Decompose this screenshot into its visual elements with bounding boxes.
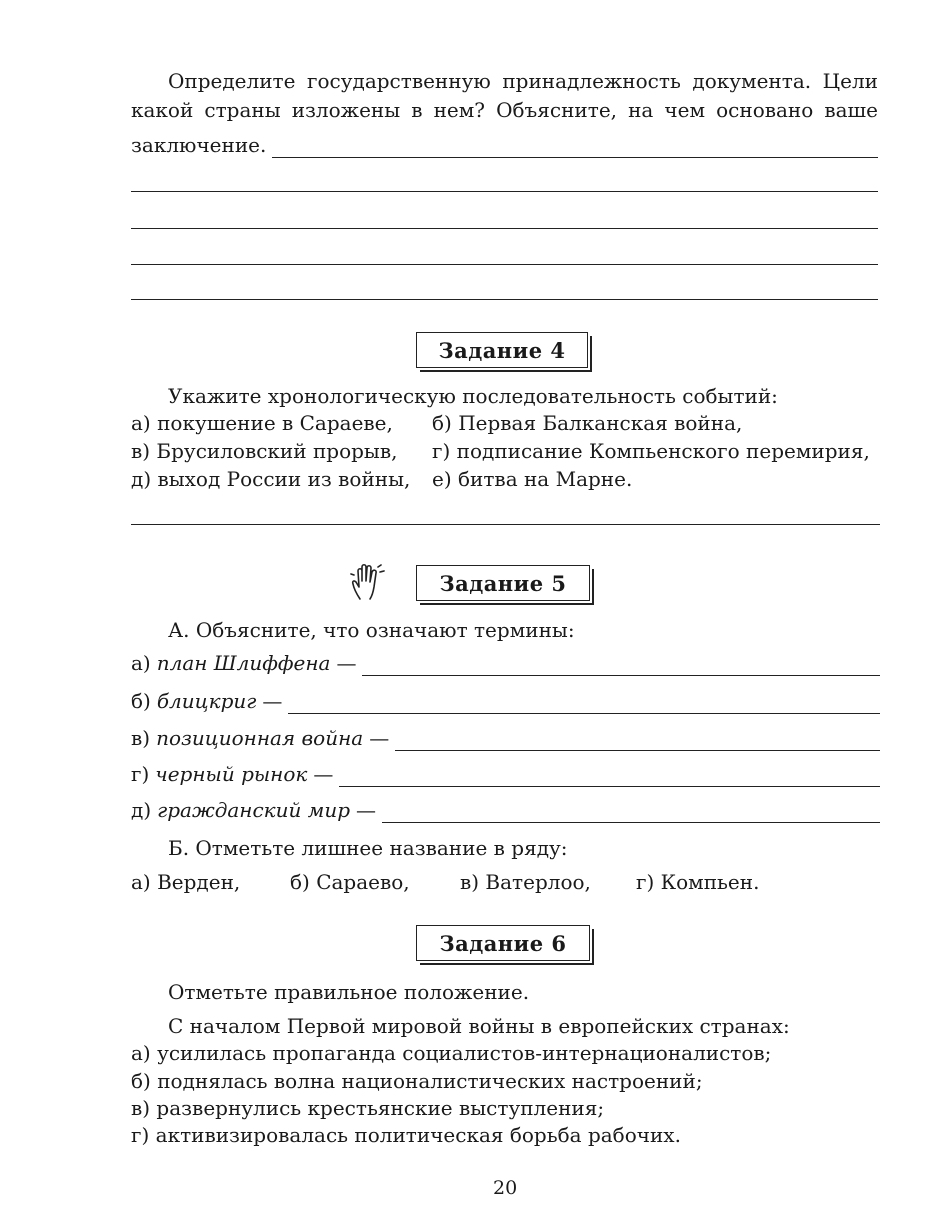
task-5-title: Задание 5 [439,570,567,596]
term-row [131,725,880,751]
raised-hand-icon [350,563,386,601]
task-4-prompt: Укажите хронологическую последовательность событий: [168,384,778,408]
task-5-part-b: Б. Отметьте лишнее название в ряду: [168,836,568,860]
term-prefix: в) [131,726,151,750]
term-row [131,797,880,823]
answer-line[interactable] [395,732,880,751]
option-b[interactable]: б) Сараево, [290,870,410,894]
term-prefix: д) [131,798,152,822]
task-4-title-box [416,332,588,368]
task-4-item-v: в) Брусиловский прорыв, [131,439,398,463]
term-dash: — [369,726,390,750]
term-dash: — [262,689,283,713]
task-4-item-d: д) выход России из войны, [131,467,411,491]
task-5-title-box [416,565,590,601]
answer-line[interactable] [131,299,878,300]
term-prefix: г) [131,762,150,786]
task-4-item-b: б) Первая Балканская война, [432,411,743,435]
answer-line[interactable] [272,139,878,158]
task-6-option-g[interactable]: г) активизировалась политическая борьба рабочих. [131,1123,681,1147]
intro-line-1: Определите государственную принадлежность документа. Цели [168,69,878,93]
task-6-stem: С началом Первой мировой войны в европейских странах: [168,1014,790,1038]
term-dash: — [356,798,376,822]
option-g[interactable]: г) Компьен. [636,870,760,894]
option-a[interactable]: а) Верден, [131,870,241,894]
term-row [131,688,880,714]
task-6-option-a[interactable]: а) усилилась пропаганда социалистов-интернационалистов; [131,1041,772,1065]
task-6-instruction: Отметьте правильное положение. [168,980,530,1004]
answer-line[interactable] [362,657,880,676]
term-text: черный рынок [155,762,308,786]
intro-line-2: какой страны изложены в нем? Объясните, на чем основано ваше [131,98,878,122]
task-4-item-e: е) битва на Марне. [432,467,633,491]
task-6-title-box [416,925,590,961]
intro-line-3 [131,132,878,158]
term-text: блицкриг [156,689,257,713]
term-row [131,650,880,676]
term-row [131,761,880,787]
term-dash: — [313,762,334,786]
page-number: 20 [493,1177,518,1199]
task-4-title: Задание 4 [438,337,566,363]
task-6-title: Задание 6 [439,930,567,956]
intro-line-3-text: заключение. [131,133,267,157]
task-5-part-a: А. Объясните, что означают термины: [168,618,575,642]
answer-line[interactable] [339,768,880,787]
answer-line[interactable] [131,524,880,525]
term-text: позиционная война [156,726,364,750]
option-v[interactable]: в) Ватерлоо, [460,870,591,894]
term-text: план Шлиффена [156,651,331,675]
term-dash: — [336,651,357,675]
term-prefix: а) [131,651,151,675]
answer-line[interactable] [382,804,880,823]
answer-line[interactable] [288,695,880,714]
task-4-item-a: а) покушение в Сараеве, [131,411,393,435]
answer-line[interactable] [131,191,878,192]
answer-line[interactable] [131,264,878,265]
term-text: гражданский мир [157,798,350,822]
task-4-item-g: г) подписание Компьенского перемирия, [432,439,870,463]
task-6-option-v[interactable]: в) развернулись крестьянские выступления; [131,1096,605,1120]
answer-line[interactable] [131,228,878,229]
task-6-option-b[interactable]: б) поднялась волна националистических настроений; [131,1069,703,1093]
term-prefix: б) [131,689,151,713]
